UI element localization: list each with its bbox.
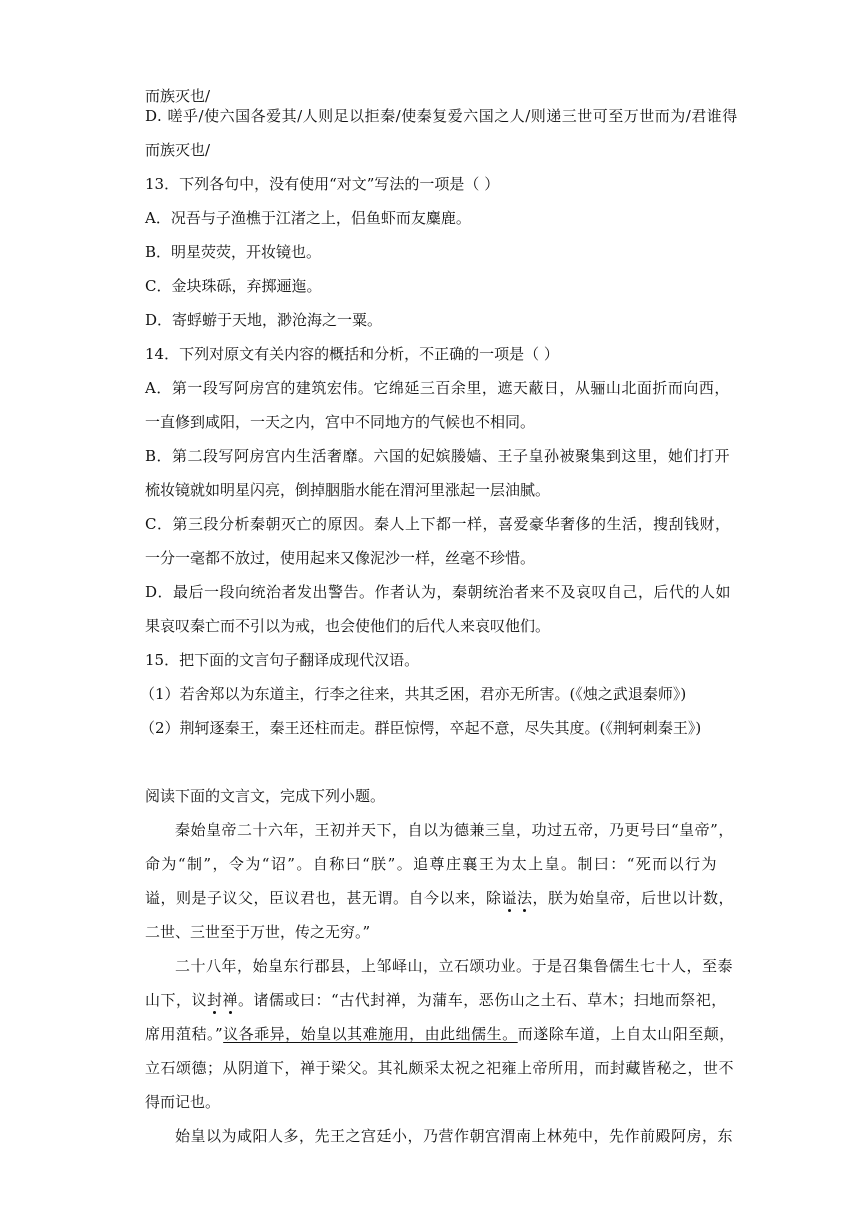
q13-option-d: D．寄蜉蝣于天地，渺沧海之一粟。 (145, 311, 383, 329)
passage-p2-line2: 山下，议封禅。诸儒或曰：“古代封禅，为蒲车，恶伤山之土石、草木；扫地而祭祀， (145, 991, 727, 1009)
emphasis-dot: 谥 (501, 889, 518, 907)
passage-p3-line1: 始皇以为咸阳人多，先王之宫廷小，乃营作朝宫渭南上林苑中，先作前殿阿房，东 (175, 1127, 734, 1145)
passage-p2-line5: 得而记也。 (145, 1093, 221, 1111)
underlined-sentence: 议各乖异，始皇以其难施用，由此绌儒生。 (223, 1025, 518, 1043)
q13-option-b: B．明星荧荧，开妆镜也。 (145, 243, 322, 261)
q13-stem: 13．下列各句中，没有使用“对文”写法的一项是（ ） (145, 175, 500, 193)
q12-option-d-line2: 而族灭也/ (145, 141, 211, 159)
emphasis-dot: 封 (207, 991, 223, 1009)
q13-option-a: A．况吾与子渔樵于江渚之上，侣鱼虾而友麋鹿。 (145, 209, 471, 227)
q15-sentence-1: （1）若舍郑以为东道主，行李之往来，共其乏困，君亦无所害。(《烛之武退秦师》) (140, 685, 687, 703)
q14-option-a-line1: A．第一段写阿房宫的建筑宏伟。它绵延三百余里，遮天蔽日，从骊山北面折而向西， (145, 379, 730, 397)
passage-text: 席用菹秸。” (145, 1025, 224, 1043)
q14-option-b-line1: B．第二段写阿房宫内生活奢靡。六国的妃嫔媵嫱、王子皇孙被聚集到这里，她们打开 (145, 447, 731, 465)
q12-option-c-end: 而族灭也/ (145, 87, 211, 105)
q14-option-c-line1: C．第三段分析秦朝灭亡的原因。秦人上下都一样，喜爱豪华奢侈的生活，搜刮钱财， (145, 515, 731, 533)
q14-option-c-line2: 一分一毫都不放过，使用起来又像泥沙一样，丝毫不珍惜。 (145, 549, 536, 567)
q14-stem: 14．下列对原文有关内容的概括和分析，不正确的一项是（ ） (145, 345, 559, 363)
passage-text: 而遂除车道，上自太山阳至颠， (517, 1025, 735, 1043)
passage-p2-line3 (145, 1024, 735, 1044)
q14-option-d-line1: D．最后一段向统治者发出警告。作者认为，秦朝统治者来不及哀叹自己，后代的人如 (145, 583, 732, 601)
q15-stem: 15．把下面的文言句子翻译成现代汉语。 (145, 651, 420, 669)
passage-p2-line4: 立石颂德；从阴道下，禅于梁父。其礼颇采太祝之祀雍上帝所用，而封藏皆秘之，世不 (145, 1059, 735, 1077)
reading-intro: 阅读下面的文言文，完成下列小题。 (145, 787, 386, 805)
passage-p1-line3: 谥，则是子议父，臣议君也，甚无谓。自今以来，除谥法，朕为始皇帝，后世以计数， (145, 889, 735, 907)
passage-p1-line4: 二世、三世至于万世，传之无穷。” (145, 923, 371, 941)
q14-option-a-line2: 一直修到咸阳，一天之内，宫中不同地方的气候也不相同。 (145, 413, 536, 431)
q14-option-d-line2: 果哀叹秦亡而不引以为戒，也会使他们的后代人来哀叹他们。 (145, 617, 551, 635)
emphasis-dot: 法 (517, 889, 533, 907)
q13-option-c: C．金块珠砾，弃掷逦迤。 (145, 277, 322, 295)
q14-option-b-line2: 梳妆镜就如明星闪亮，倒掉胭脂水能在渭河里涨起一层油腻。 (145, 481, 551, 499)
passage-p1-line2: 命为“制”，令为“诏”。自称曰“朕”。追尊庄襄王为太上皇。制曰：“死而以行为 (145, 855, 717, 873)
q15-sentence-2: （2）荆轲逐秦王，秦王还柱而走。群臣惊愕，卒起不意，尽失其度。(《荆轲刺秦王》) (140, 719, 702, 737)
passage-p1-line1: 秦始皇帝二十六年，王初并天下，自以为德兼三皇，功过五帝，乃更号曰“皇帝”， (175, 821, 734, 839)
q12-option-d-line1: D. 嗟乎/使六国各爱其/人则足以拒秦/使秦复爱六国之人/则递三世可至万世而为/君谁得 (145, 107, 738, 125)
emphasis-dot: 禅 (222, 991, 239, 1009)
passage-p2-line1: 二十八年，始皇东行郡县，上邹峄山，立石颂功业。于是召集鲁儒生七十人，至泰 (175, 957, 734, 975)
